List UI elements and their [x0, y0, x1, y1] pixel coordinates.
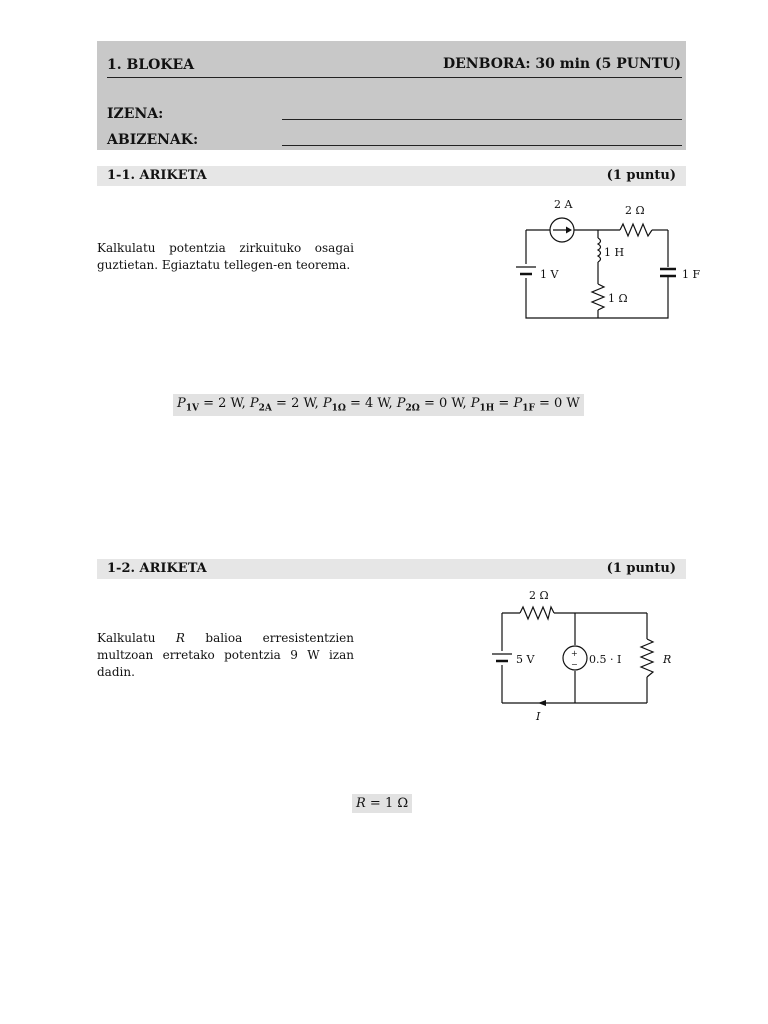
- circuit2-diagram: [480, 585, 705, 725]
- surname-field-line[interactable]: [282, 145, 682, 146]
- answer-p1h-sub: 1H: [479, 403, 495, 414]
- exercise2-text-var: R: [175, 631, 185, 645]
- answer-p1v-symbol: P: [177, 396, 186, 411]
- answer-p2ohm-symbol: P: [396, 396, 406, 411]
- exercise2-text: [97, 630, 354, 681]
- answer-p2a-sub: 2A: [258, 403, 272, 414]
- exercise2-answer: [352, 794, 412, 813]
- answer-p1h-equals: =: [494, 396, 514, 411]
- current-source-label: 2 A: [554, 198, 573, 211]
- exercise2-title: 1-2. ARIKETA: [107, 561, 207, 576]
- exercise1-answer: [173, 394, 584, 416]
- resistor-top-label: 2 Ω: [625, 204, 645, 217]
- answer-p1v-sub: 1V: [185, 403, 199, 414]
- answer2-symbol: R: [356, 796, 366, 811]
- exercise2-points: (1 puntu): [606, 561, 676, 576]
- dependent-source-label: 0.5 · I: [589, 653, 622, 666]
- circuit1-diagram: [500, 190, 705, 325]
- block-title: 1. BLOKEA: [107, 57, 195, 73]
- answer-p1f-symbol: P: [513, 396, 523, 411]
- answer-p2a-value: = 2 W,: [271, 396, 323, 411]
- surname-label: ABIZENAK:: [107, 132, 199, 148]
- resistor-2ohm: [620, 224, 652, 236]
- header-box: [97, 41, 686, 150]
- answer-p1v-value: = 2 W,: [199, 396, 250, 411]
- resistor-1ohm: [592, 284, 604, 310]
- dependent-source-minus: −: [571, 660, 578, 669]
- current-label: I: [536, 710, 541, 723]
- inductor-label: 1 H: [604, 246, 625, 259]
- answer2-value: = 1 Ω: [365, 796, 409, 811]
- voltage-source-label: 1 V: [540, 268, 559, 281]
- answer-p1ohm-sub: 1Ω: [331, 403, 346, 414]
- exercise1-title: 1-1. ARIKETA: [107, 168, 207, 183]
- voltage-source-5v: [492, 651, 512, 665]
- name-field-line[interactable]: [282, 119, 682, 120]
- answer-p2ohm-sub: 2Ω: [405, 403, 420, 414]
- answer-p1h-symbol: P: [470, 396, 480, 411]
- time-label: DENBORA: 30 min (5 PUNTU): [443, 56, 681, 72]
- resistor-top-label-2: 2 Ω: [529, 589, 549, 602]
- current-arrow: [538, 700, 546, 706]
- exercise2-bar: [97, 559, 686, 579]
- resistor-r-label: R: [663, 653, 672, 666]
- capacitor-1f: [658, 267, 678, 277]
- answer-p1ohm-value: = 4 W,: [345, 396, 397, 411]
- current-source-2a: [550, 218, 574, 242]
- answer-p1f-value: = 0 W: [534, 396, 580, 411]
- resistor-mid-label: 1 Ω: [608, 292, 628, 305]
- answer-p2a-symbol: P: [249, 396, 259, 411]
- dependent-source-plus: +: [571, 649, 578, 658]
- answer-p1f-sub: 1F: [522, 403, 535, 414]
- name-label: IZENA:: [107, 106, 164, 122]
- exercise1-text: Kalkulatu potentzia zirkuituko osagai guztietan. Egiaztatu tellegen-en teorema.: [97, 241, 354, 272]
- exercise2-text-post: balioa erresistentzien multzoan erretako potentzia 9 W izan dadin.: [97, 631, 354, 679]
- voltage-source-1v: [516, 264, 536, 278]
- exercise2-text-pre: Kalkulatu: [97, 631, 176, 645]
- inductor-1h: [598, 238, 601, 262]
- answer-p2ohm-value: = 0 W,: [419, 396, 471, 411]
- voltage-source-5v-label: 5 V: [516, 653, 535, 666]
- header-divider: [107, 77, 682, 78]
- answer-p1ohm-symbol: P: [322, 396, 332, 411]
- exercise1-points: (1 puntu): [606, 168, 676, 183]
- resistor-2ohm-top: [520, 607, 554, 619]
- exercise1-bar: [97, 166, 686, 186]
- resistor-r: [641, 639, 653, 677]
- capacitor-label: 1 F: [682, 268, 701, 281]
